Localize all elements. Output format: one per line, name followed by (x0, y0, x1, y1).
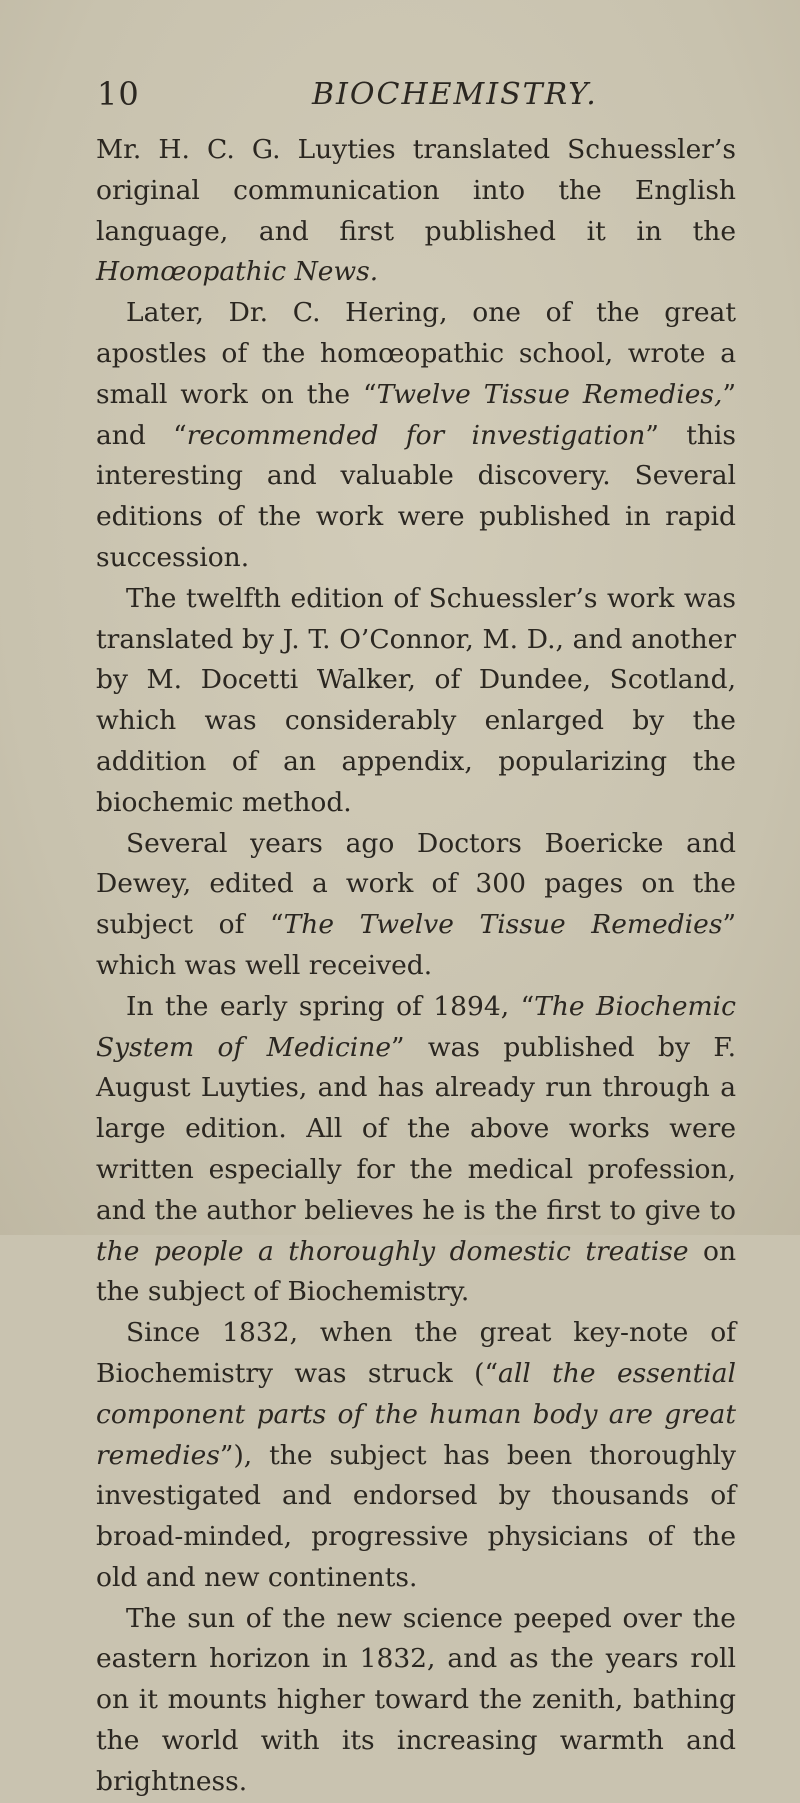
page-header (0, 75, 800, 125)
paragraph-7: The sun of the new science peeped over the eastern horizon in 1832, and as the years roll on it mounts higher toward the zenith, bathing the world with its increasing warmth and brightness. (96, 1602, 736, 1797)
body-text (96, 130, 736, 1803)
paragraph-4: Several years ago Doctors Boericke and Dewey, edited a work of 300 pages on the subject of “The Twelve Tissue Remedies” which was well received. (96, 827, 736, 981)
paragraph-2: Later, Dr. C. Hering, one of the great apostles of the homœopathic school, wrote a small work on the “Twelve Tissue Remedies,” and “recommended for investigation” this interesting and valuable discovery. Several editions of the work were published in rapid succession. (96, 297, 737, 573)
running-head: BIOCHEMISTRY. (312, 77, 598, 112)
paragraph-5: In the early spring of 1894, “The Biochemic System of Medicine” was published by F. August Luyties, and has already run through a large edition. All of the above works were written especially for the medical profession, and the author believes he is the first to give to the people a thoroughly domestic treatise on the subject of Biochemistry. (96, 990, 737, 1308)
page-number: 10 (97, 75, 140, 113)
paragraph-1: Mr. H. C. G. Luyties translated Schuessler’s original communication into the English language, and first published it in the Homœopathic News. (96, 134, 736, 288)
paragraph-3: The twelfth edition of Schuessler’s work was translated by J. T. O’Connor, M. D., and another by M. Docetti Walker, of Dundee, Scotland, which was considerably enlarged by the addition of an appendix, popularizing the biochemic method. (96, 582, 736, 818)
paragraph-6: Since 1832, when the great key-note of Biochemistry was struck (“all the essential component parts of the human body are great remedies”), the subject has been thoroughly investigated and endorsed by thousands of broad-minded, progressive physicians of the old and new continents. (96, 1317, 737, 1593)
